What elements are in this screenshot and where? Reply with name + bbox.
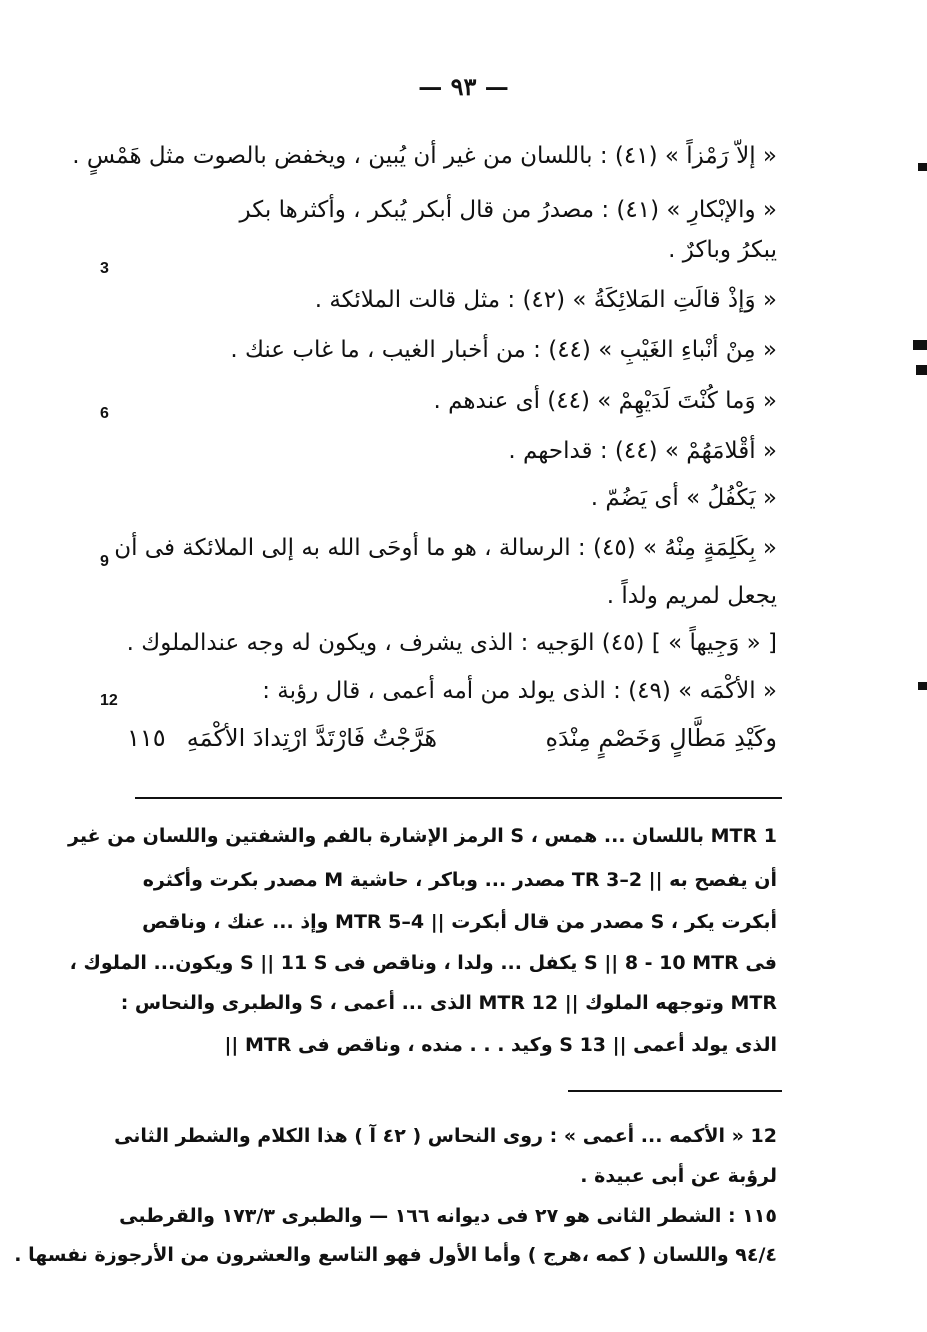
line-number: 9: [100, 553, 109, 570]
apparatus-line: 1 MTR باللسان ... همس ، S الرمز الإشارة بالفم والشفتين واللسان من غير: [68, 825, 777, 847]
page-number: — ٩٣ —: [418, 72, 509, 101]
gloss-line: « أقْلامَهُمْ » (٤٤) : قداحهم .: [508, 438, 777, 464]
apparatus-line: الذى يولد أعمى || 13 S وكيد . . . منده ، وناقص فى MTR ||: [224, 1034, 777, 1056]
note-line: لرؤبة عن أبى عبيدة .: [580, 1165, 777, 1187]
gloss-line: « بِكَلِمَةٍ مِنْهُ » (٤٥) : الرسالة ، هو ما أوحَى الله به إلى الملائكة فى أن: [114, 535, 777, 561]
gloss-line: « مِنْ أنْباءِ الغَيْبِ » (٤٤) : من أخبار الغيب ، ما غاب عنك .: [230, 337, 777, 363]
line-number: 6: [100, 405, 109, 422]
gloss-line: « إلاّ رَمْزاً » (٤١) : باللسان من غير أن يُبين ، ويخفض بالصوت مثل هَمْسٍ .: [72, 143, 777, 169]
verse-number: ١١٥: [127, 724, 166, 752]
gloss-line: « الأكْمَه » (٤٩) : الذى يولد من أمه أعمى ، قال رؤبة :: [262, 678, 777, 704]
note-line: ١١٥ : الشطر الثانى هو ٢٧ فى ديوانه ١٦٦ — والطبرى ١٧٣/٣ والقرطبى: [119, 1205, 777, 1227]
gloss-line: « والإبْكارِ » (٤١) : مصدرُ من قال أبكر يُبكر ، وأكثرها بكر: [239, 197, 777, 223]
line-number: 12: [100, 692, 118, 709]
apparatus-line: MTR وتوجهه الملوك || 12 MTR الذى ... أعمى ، S والطبرى والنحاس :: [120, 992, 777, 1014]
gloss-line: « وَما كُنْتَ لَدَيْهِمْ » (٤٤) أى عندهم .: [433, 388, 777, 414]
note-line: ٩٤/٤ واللسان ( كمه ،هرج ) وأما الأول فهو التاسع والعشرون من الأرجوزة نفسها .: [14, 1244, 777, 1266]
note-line: 12 « الأكمه ... أعمى » : روى النحاس ( ٤٢ آ ) هذا الكلام والشطر الثانى: [114, 1125, 777, 1147]
apparatus-line: فى S || 8 - 10 MTR يكفل ... ولدا ، وناقص فى S || 11 S ويكون... الملوك ،: [69, 952, 777, 974]
apparatus-rule: [135, 797, 782, 799]
gloss-line: يجعل لمريم ولداً .: [606, 583, 777, 609]
apparatus-line: أن يفصح به || 2–3 TR مصدر ... وباكر ، حاشية M مصدر بكرت وأكثره: [142, 869, 777, 891]
verse-hemistich-second: هَرَّجْتُ فَارْتَدَّ ارْتِدادَ الأكْمَهِ: [186, 724, 437, 752]
gloss-line: يبكرُ وباكرٌ .: [668, 237, 777, 263]
scan-mark: [916, 365, 927, 375]
line-number: 3: [100, 260, 109, 277]
gloss-line: « وَإذْ قالَتِ المَلائِكَةُ » (٤٢) : مثل قالت الملائكة .: [314, 287, 777, 313]
notes-rule: [568, 1090, 782, 1092]
gloss-line: [ « وَجِيهاً » ] (٤٥) الوَجيه : الذى يشرف ، ويكون له وجه عندالملوك .: [126, 630, 777, 656]
scan-mark: [918, 682, 927, 690]
gloss-line: « يَكْفُلُ » أى يَضُمّ .: [590, 485, 777, 511]
verse-hemistich-first: وكَيْدِ مَطَّالٍ وَخَصْمٍ مِنْدَهِ: [545, 724, 777, 752]
apparatus-line: أبكرت يكر ، S مصدر من قال أبكرت || 4–5 MTR وإذ ... عنك ، وناقص: [142, 911, 777, 933]
scan-mark: [913, 340, 927, 350]
scan-mark: [918, 163, 927, 171]
